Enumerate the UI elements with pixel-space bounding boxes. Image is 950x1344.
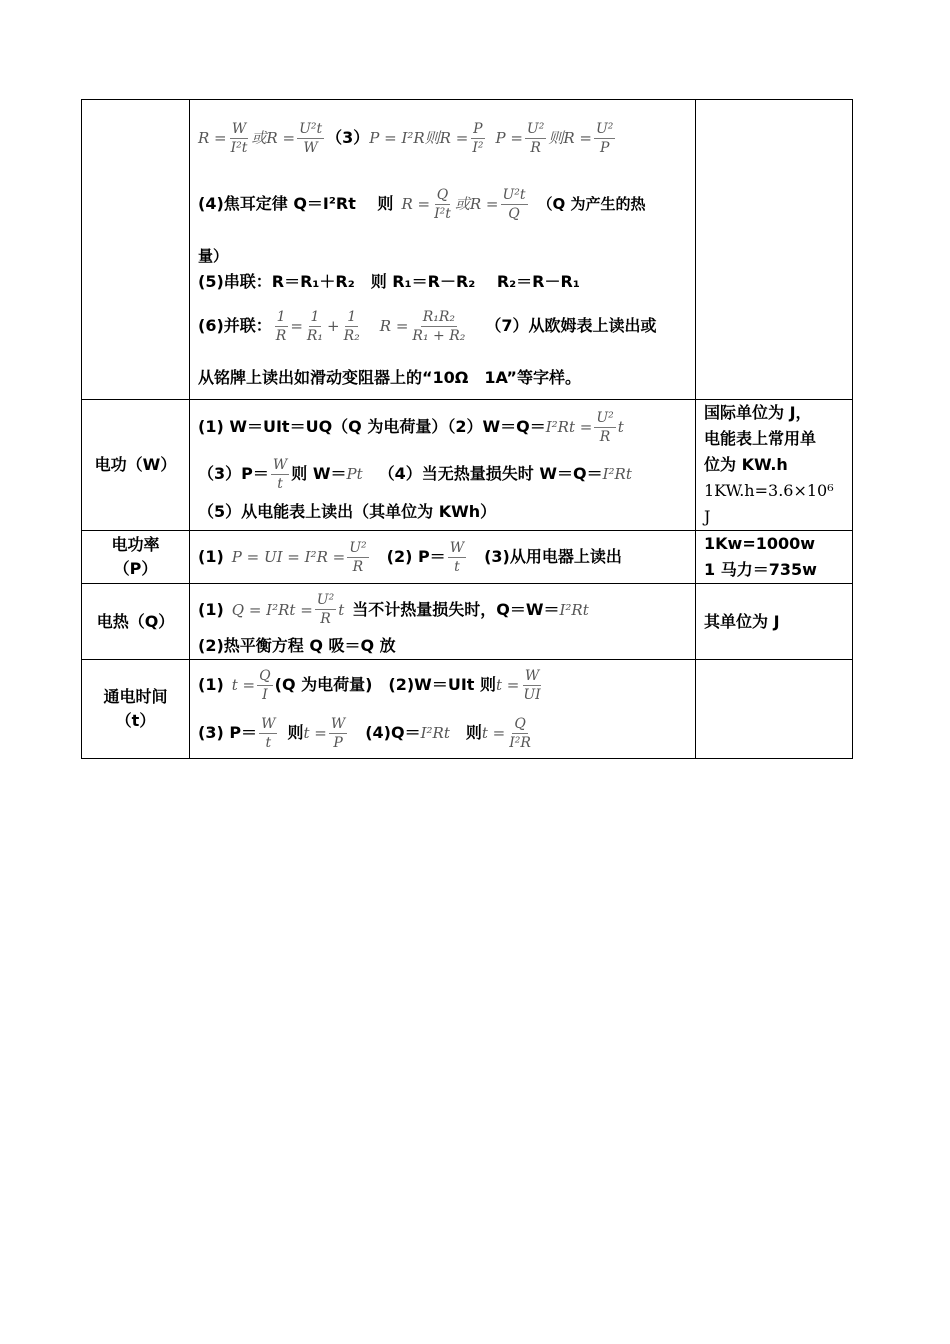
time-then: 则 <box>465 723 482 742</box>
fraction-denominator: W <box>303 139 318 156</box>
item-3-label: （3） <box>326 128 370 147</box>
fraction <box>525 120 546 157</box>
fraction <box>271 456 289 493</box>
fraction-denominator: P <box>333 734 343 751</box>
fraction <box>315 591 336 628</box>
fraction <box>521 667 542 704</box>
math-text: R = <box>198 129 227 147</box>
time-item-3: (3) P＝ <box>198 723 258 742</box>
unit-text: 国际单位为 J， <box>704 403 812 422</box>
fraction-numerator: U² <box>596 409 614 426</box>
fraction-denominator: R <box>352 558 364 575</box>
row-label-power <box>82 531 190 584</box>
time-line-1 <box>198 661 687 709</box>
fraction-denominator: R₁ <box>306 327 324 344</box>
fraction-numerator: W <box>449 539 465 556</box>
unit-cell-power <box>696 531 853 584</box>
power-item-2: (2) P＝ <box>386 547 446 566</box>
power-item-3: (3)从用电器上读出 <box>484 547 622 566</box>
work-then: 则 W＝ <box>291 464 347 483</box>
fraction-denominator: t <box>454 558 460 575</box>
math-text: P = UI = I²R = <box>231 548 346 566</box>
fraction <box>470 120 485 157</box>
resistance-line-series: (5)串联：R＝R₁＋R₂ 则 R₁＝R－R₂ R₂＝R－R₁ <box>198 272 580 291</box>
math-text: R = <box>401 195 431 213</box>
time-item-1: (1) <box>198 675 224 694</box>
resistance-line-nameplate: 从铭牌上读出如滑动变阻器上的“10Ω 1A”等字样。 <box>198 368 581 387</box>
formula-w-t <box>269 456 291 493</box>
fraction-numerator: R₁R₂ <box>422 308 456 325</box>
unit-conversion: 1KW.h=3.6×10⁶ <box>704 481 834 500</box>
unit-cell-time <box>696 660 853 759</box>
fraction-numerator: U²t <box>299 120 323 137</box>
formula-p-wt <box>446 539 468 576</box>
formula-p-wt <box>257 715 279 752</box>
fraction <box>305 308 325 345</box>
unit-text: 1Kw=1000w <box>704 534 816 553</box>
fraction-denominator: R₂ <box>343 327 360 344</box>
fraction-denominator: t <box>265 734 272 751</box>
math-text: t = <box>231 676 256 694</box>
time-then: 则 <box>287 723 304 742</box>
fraction-numerator: U² <box>349 539 367 556</box>
work-line-1 <box>198 403 687 451</box>
table-row-power <box>82 531 853 584</box>
math-text: 则R = <box>548 129 592 147</box>
heat-line-1 <box>198 586 687 634</box>
fraction <box>274 308 289 345</box>
fraction-denominator: R <box>599 428 611 445</box>
math-text: Q = I²Rt = <box>231 600 313 619</box>
physics-formula-table <box>81 99 853 759</box>
fraction-denominator: R <box>530 139 541 156</box>
fraction-numerator: W <box>330 715 346 732</box>
formula-w-i2rt <box>546 409 624 446</box>
row-label-time <box>82 660 190 759</box>
fraction-numerator: Q <box>436 186 449 203</box>
time-item-4: (4)Q＝ <box>365 723 421 742</box>
formula-cell-time <box>190 660 696 759</box>
formula-t-qi2r <box>482 715 535 752</box>
work-item-4: （4）当无热量损失时 W＝Q＝ <box>378 464 603 483</box>
math-text: t = <box>303 724 327 742</box>
time-line-2 <box>198 709 687 757</box>
fraction-numerator: U² <box>526 120 545 137</box>
fraction-numerator: U² <box>316 592 335 608</box>
fraction-denominator: I²t <box>434 205 451 222</box>
work-item-3: （3）P＝ <box>198 464 269 483</box>
unit-cell-resistance <box>696 100 853 400</box>
fraction <box>432 186 453 223</box>
heat-item-1: (1) <box>198 599 224 619</box>
power-item-1: (1) <box>198 547 224 566</box>
unit-text: 1 马力＝735w <box>704 560 817 579</box>
fraction-denominator: I² <box>472 139 484 156</box>
resistance-line-parallel <box>198 296 687 356</box>
fraction <box>297 120 324 157</box>
table-row-time <box>82 660 853 759</box>
time-item-2: (Q 为电荷量) (2)W＝UIt 则 <box>274 675 496 694</box>
formula-i2rt: I²Rt <box>420 724 450 742</box>
formula-cell-power <box>190 531 696 584</box>
fraction-denominator: Q <box>508 205 520 222</box>
formula-r-w-i2t <box>198 120 326 157</box>
row-label-heat: 电热（Q） <box>82 584 190 660</box>
fraction <box>594 120 615 157</box>
math-text: = <box>290 317 303 335</box>
formula-i2rt: I²Rt <box>559 600 589 619</box>
math-text: R = <box>379 317 409 335</box>
unit-text: 位为 KW.h <box>704 455 788 474</box>
formula-r-p-i2 <box>369 120 617 157</box>
ohmmeter-text: （7）从欧姆表上读出或 <box>485 316 657 335</box>
power-line-1 <box>198 533 687 581</box>
math-text: t <box>338 600 345 619</box>
fraction-denominator: R <box>320 611 331 627</box>
formula-r-q-i2t <box>401 186 529 223</box>
fraction-numerator: 1 <box>310 308 320 325</box>
table-row-work <box>82 400 853 531</box>
work-line-3: （5）从电能表上读出（其单位为 KWh） <box>198 502 497 521</box>
unit-cell-heat: 其单位为 J <box>696 584 853 660</box>
fraction-denominator: I²R <box>509 734 531 751</box>
formula-t-qi <box>232 667 275 704</box>
math-text: 或R = <box>251 129 296 147</box>
joule-law-note: （Q 为产生的热 <box>537 195 646 213</box>
fraction-numerator: Q <box>259 667 271 684</box>
fraction-denominator: R <box>275 327 287 344</box>
math-text: P = I²R则R = <box>369 129 469 147</box>
row-label-symbol: （t） <box>115 711 156 730</box>
fraction-numerator: P <box>473 120 483 137</box>
row-label-resistance <box>82 100 190 400</box>
fraction <box>329 715 347 752</box>
fraction-numerator: U² <box>595 120 614 137</box>
work-formula-text: (1) W＝UIt＝UQ（Q 为电荷量）（2）W＝Q＝ <box>198 417 546 436</box>
unit-text: 电能表上常用单 <box>704 429 817 448</box>
math-text: t = <box>496 676 520 694</box>
table-row-resistance <box>82 100 853 400</box>
formula-t-wui <box>496 667 545 704</box>
math-text: 或R = <box>454 195 499 213</box>
fraction <box>229 120 250 157</box>
fraction-numerator: U²t <box>502 186 526 203</box>
fraction-denominator: UI <box>523 686 541 703</box>
fraction-numerator: W <box>272 456 288 473</box>
formula-i2rt: I²Rt <box>602 465 632 483</box>
math-text: + <box>327 317 340 335</box>
fraction-numerator: W <box>261 715 276 732</box>
resistance-line-2 <box>198 170 687 238</box>
fraction-numerator: W <box>231 120 247 137</box>
row-label-text: 电功率 <box>111 535 160 554</box>
fraction <box>501 186 528 223</box>
work-line-2 <box>198 451 687 497</box>
unit-text: J <box>704 507 711 526</box>
fraction <box>507 715 533 752</box>
heat-line-2: (2)热平衡方程 Q 吸＝Q 放 <box>198 635 396 655</box>
math-text: t <box>617 418 624 436</box>
joule-law-text: (4)焦耳定律 Q＝I²Rt 则 <box>198 194 394 213</box>
fraction-numerator: Q <box>514 715 526 732</box>
formula-p-ui <box>232 539 371 576</box>
math-text: P = <box>495 129 523 147</box>
formula-t-wp <box>303 715 349 752</box>
fraction-denominator: P <box>599 139 610 156</box>
parallel-label: (6)并联： <box>198 316 272 335</box>
fraction-denominator: t <box>277 475 283 492</box>
fraction-denominator: I <box>262 686 268 703</box>
fraction-numerator: 1 <box>347 308 357 325</box>
resistance-line-1 <box>198 110 687 166</box>
fraction <box>594 409 615 446</box>
formula-pt: Pt <box>346 465 363 483</box>
fraction <box>347 539 368 576</box>
fraction-denominator: R₁ + R₂ <box>412 327 466 344</box>
resistance-line-2b: 量） <box>198 247 229 265</box>
row-label-text: 通电时间 <box>103 687 168 706</box>
math-text: I²Rt = <box>545 418 593 436</box>
fraction-numerator: W <box>524 667 540 684</box>
fraction <box>257 667 272 704</box>
table-row-heat <box>82 584 853 660</box>
formula-cell-heat <box>190 584 696 660</box>
fraction <box>410 308 467 345</box>
math-text: t = <box>481 724 506 742</box>
row-label-symbol: （P） <box>113 559 158 578</box>
formula-parallel <box>272 308 470 345</box>
row-label-work: 电功（W） <box>82 400 190 531</box>
formula-cell-work <box>190 400 696 531</box>
fraction <box>448 539 466 576</box>
fraction <box>259 715 277 752</box>
fraction <box>342 308 362 345</box>
formula-cell-resistance <box>190 100 696 400</box>
fraction-denominator: I²t <box>230 139 248 156</box>
heat-no-loss-text: 当不计热量损失时，Q＝W＝ <box>352 599 560 619</box>
unit-cell-work <box>696 400 853 531</box>
formula-q-i2rt <box>232 591 344 628</box>
fraction-numerator: 1 <box>276 308 286 325</box>
